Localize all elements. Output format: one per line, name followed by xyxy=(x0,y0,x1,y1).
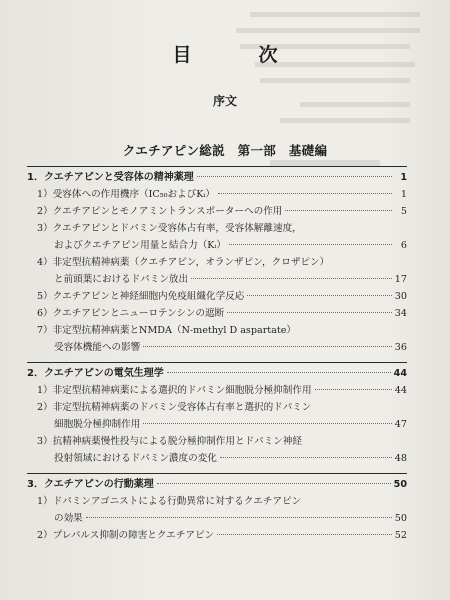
toc-entry-title: およびクエチアピン用量と結合力（Kᵢ） xyxy=(54,240,226,251)
toc-entry-line xyxy=(27,288,407,305)
toc-entry-number: 4） xyxy=(37,257,53,268)
toc-page-number: 44 xyxy=(394,385,407,396)
toc-entry-text xyxy=(37,288,244,305)
toc-entry-text xyxy=(37,186,215,203)
toc-entry-line xyxy=(27,254,407,271)
toc-entry-title: クエチアピンとニューロテンシンの遮断 xyxy=(52,308,225,319)
toc-section-title: 3．クエチアピンの行動薬理 xyxy=(27,479,154,490)
toc-entry-text xyxy=(54,450,217,467)
toc-page-number: 5 xyxy=(400,206,407,217)
toc-page-number: 34 xyxy=(394,308,407,319)
toc-entry-text xyxy=(54,416,140,433)
toc-entry-line xyxy=(27,416,407,433)
toc-entry-line xyxy=(27,399,407,416)
toc-section-heading xyxy=(27,169,407,186)
toc-entry-title: 非定型抗精神病薬による選択的ドパミン細胞脱分極抑制作用 xyxy=(52,385,312,396)
toc-entry-text xyxy=(37,433,302,450)
toc-entry-title: 受容体機能への影響 xyxy=(54,342,141,353)
leader-dots xyxy=(220,457,392,458)
toc-page-number: 30 xyxy=(394,291,407,302)
toc-entry-number: 1） xyxy=(37,385,53,396)
toc-entry-title: と前頭葉におけるドパミン放出 xyxy=(54,274,189,285)
toc-entry-number: 1） xyxy=(37,496,53,507)
toc-entry-line xyxy=(27,322,407,339)
leader-dots xyxy=(143,423,391,424)
toc-entry-line xyxy=(27,527,407,544)
toc-section-heading xyxy=(27,365,407,382)
toc-entry-number: 1） xyxy=(37,189,53,200)
toc-section-heading xyxy=(27,476,407,493)
toc-entry-line xyxy=(27,220,407,237)
toc-entry-line xyxy=(27,382,407,399)
toc-page-number: 1 xyxy=(400,189,407,200)
toc-entry-title: の効果 xyxy=(54,513,83,524)
leader-dots xyxy=(217,534,392,535)
toc-page-number: 50 xyxy=(393,479,407,490)
toc-entry-line xyxy=(27,510,407,527)
toc-page-number: 52 xyxy=(394,530,407,541)
toc-entry-title: 非定型抗精神病薬とNMDA（N-methyl D aspartate） xyxy=(52,325,296,336)
toc-entry-text xyxy=(37,305,224,322)
toc-entry-line xyxy=(27,203,407,220)
leader-dots xyxy=(143,346,391,347)
toc-entry-title: 受容体への作用機序（IC₅₀およびKᵢ） xyxy=(52,189,215,200)
toc-entry-text xyxy=(54,237,226,254)
toc-entry-text xyxy=(37,382,312,399)
spacer xyxy=(27,544,407,550)
toc-entry-line xyxy=(27,271,407,288)
leader-dots xyxy=(229,244,392,245)
toc-page-number: 48 xyxy=(394,453,407,464)
toc-entry-text xyxy=(37,399,311,416)
toc-entry-number: 7） xyxy=(37,325,53,336)
table-of-contents xyxy=(27,166,407,550)
toc-entry-text xyxy=(37,493,301,510)
toc-entry-number: 3） xyxy=(37,223,53,234)
toc-entry-text xyxy=(37,254,329,271)
leader-dots xyxy=(157,483,391,484)
toc-entry-title: 細胞脱分極抑制作用 xyxy=(54,419,141,430)
toc-page-number: 1 xyxy=(400,172,407,183)
toc-page-number: 36 xyxy=(394,342,407,353)
toc-entry-text xyxy=(37,220,302,237)
toc-entry-text xyxy=(37,203,282,220)
toc-entry-text xyxy=(37,527,214,544)
toc-page-number: 6 xyxy=(400,240,407,251)
leader-dots xyxy=(86,517,392,518)
toc-entry-line xyxy=(27,237,407,254)
toc-page-number: 44 xyxy=(393,368,407,379)
leader-dots xyxy=(247,295,391,296)
toc-entry-text xyxy=(54,510,83,527)
toc-page-number: 17 xyxy=(394,274,407,285)
toc-entry-title: クエチアピンとモノアミントランスポーターへの作用 xyxy=(52,206,283,217)
leader-dots xyxy=(315,389,392,390)
toc-page-number: 47 xyxy=(394,419,407,430)
preface-heading: 序文 xyxy=(212,94,237,108)
toc-entry-line xyxy=(27,493,407,510)
leader-dots xyxy=(197,176,392,177)
toc-entry-title: 抗精神病薬慢性投与による脱分極抑制作用とドパミン神経 xyxy=(52,436,302,447)
toc-entry-title: プレパルス抑制の障害とクエチアピン xyxy=(52,530,215,541)
toc-entry-text xyxy=(54,271,188,288)
toc-section-title: 1．クエチアピンと受容体の精神薬理 xyxy=(27,172,194,183)
page-title: 目 次 xyxy=(172,44,302,66)
toc-entry-line xyxy=(27,433,407,450)
part-heading: クエチアピン総説 第一部 基礎編 xyxy=(122,143,328,158)
toc-entry-line xyxy=(27,450,407,467)
toc-entry-number: 2） xyxy=(37,530,53,541)
leader-dots xyxy=(285,210,392,211)
toc-entry-number: 3） xyxy=(37,436,53,447)
leader-dots xyxy=(167,372,391,373)
toc-entry-number: 5） xyxy=(37,291,53,302)
toc-entry-number: 2） xyxy=(37,206,53,217)
toc-entry-line xyxy=(27,339,407,356)
leader-dots xyxy=(227,312,392,313)
toc-entry-text xyxy=(37,322,296,339)
toc-entry-number: 2） xyxy=(37,402,53,413)
toc-entry-title: ドパミンアゴニストによる行動異常に対するクエチアピン xyxy=(52,496,302,507)
toc-entry-title: クエチアピンと神経細胞内免疫組織化学反応 xyxy=(52,291,245,302)
leader-dots xyxy=(191,278,392,279)
toc-entry-number: 6） xyxy=(37,308,53,319)
toc-entry-title: 非定型抗精神病薬のドパミン受容体占有率と選択的ドパミン xyxy=(52,402,312,413)
toc-section-title: 2．クエチアピンの電気生理学 xyxy=(27,368,164,379)
toc-entry-title: 投射領域におけるドパミン濃度の変化 xyxy=(54,453,217,464)
toc-entry-text xyxy=(54,339,140,356)
leader-dots xyxy=(218,193,392,194)
toc-entry-title: クエチアピンとドパミン受容体占有率，受容体解離速度， xyxy=(52,223,302,234)
toc-entry-line xyxy=(27,305,407,322)
toc-entry-line xyxy=(27,186,407,203)
toc-page-number: 50 xyxy=(394,513,407,524)
toc-entry-title: 非定型抗精神病薬（クエチアピン，オランザピン，クロザピン） xyxy=(52,257,330,268)
